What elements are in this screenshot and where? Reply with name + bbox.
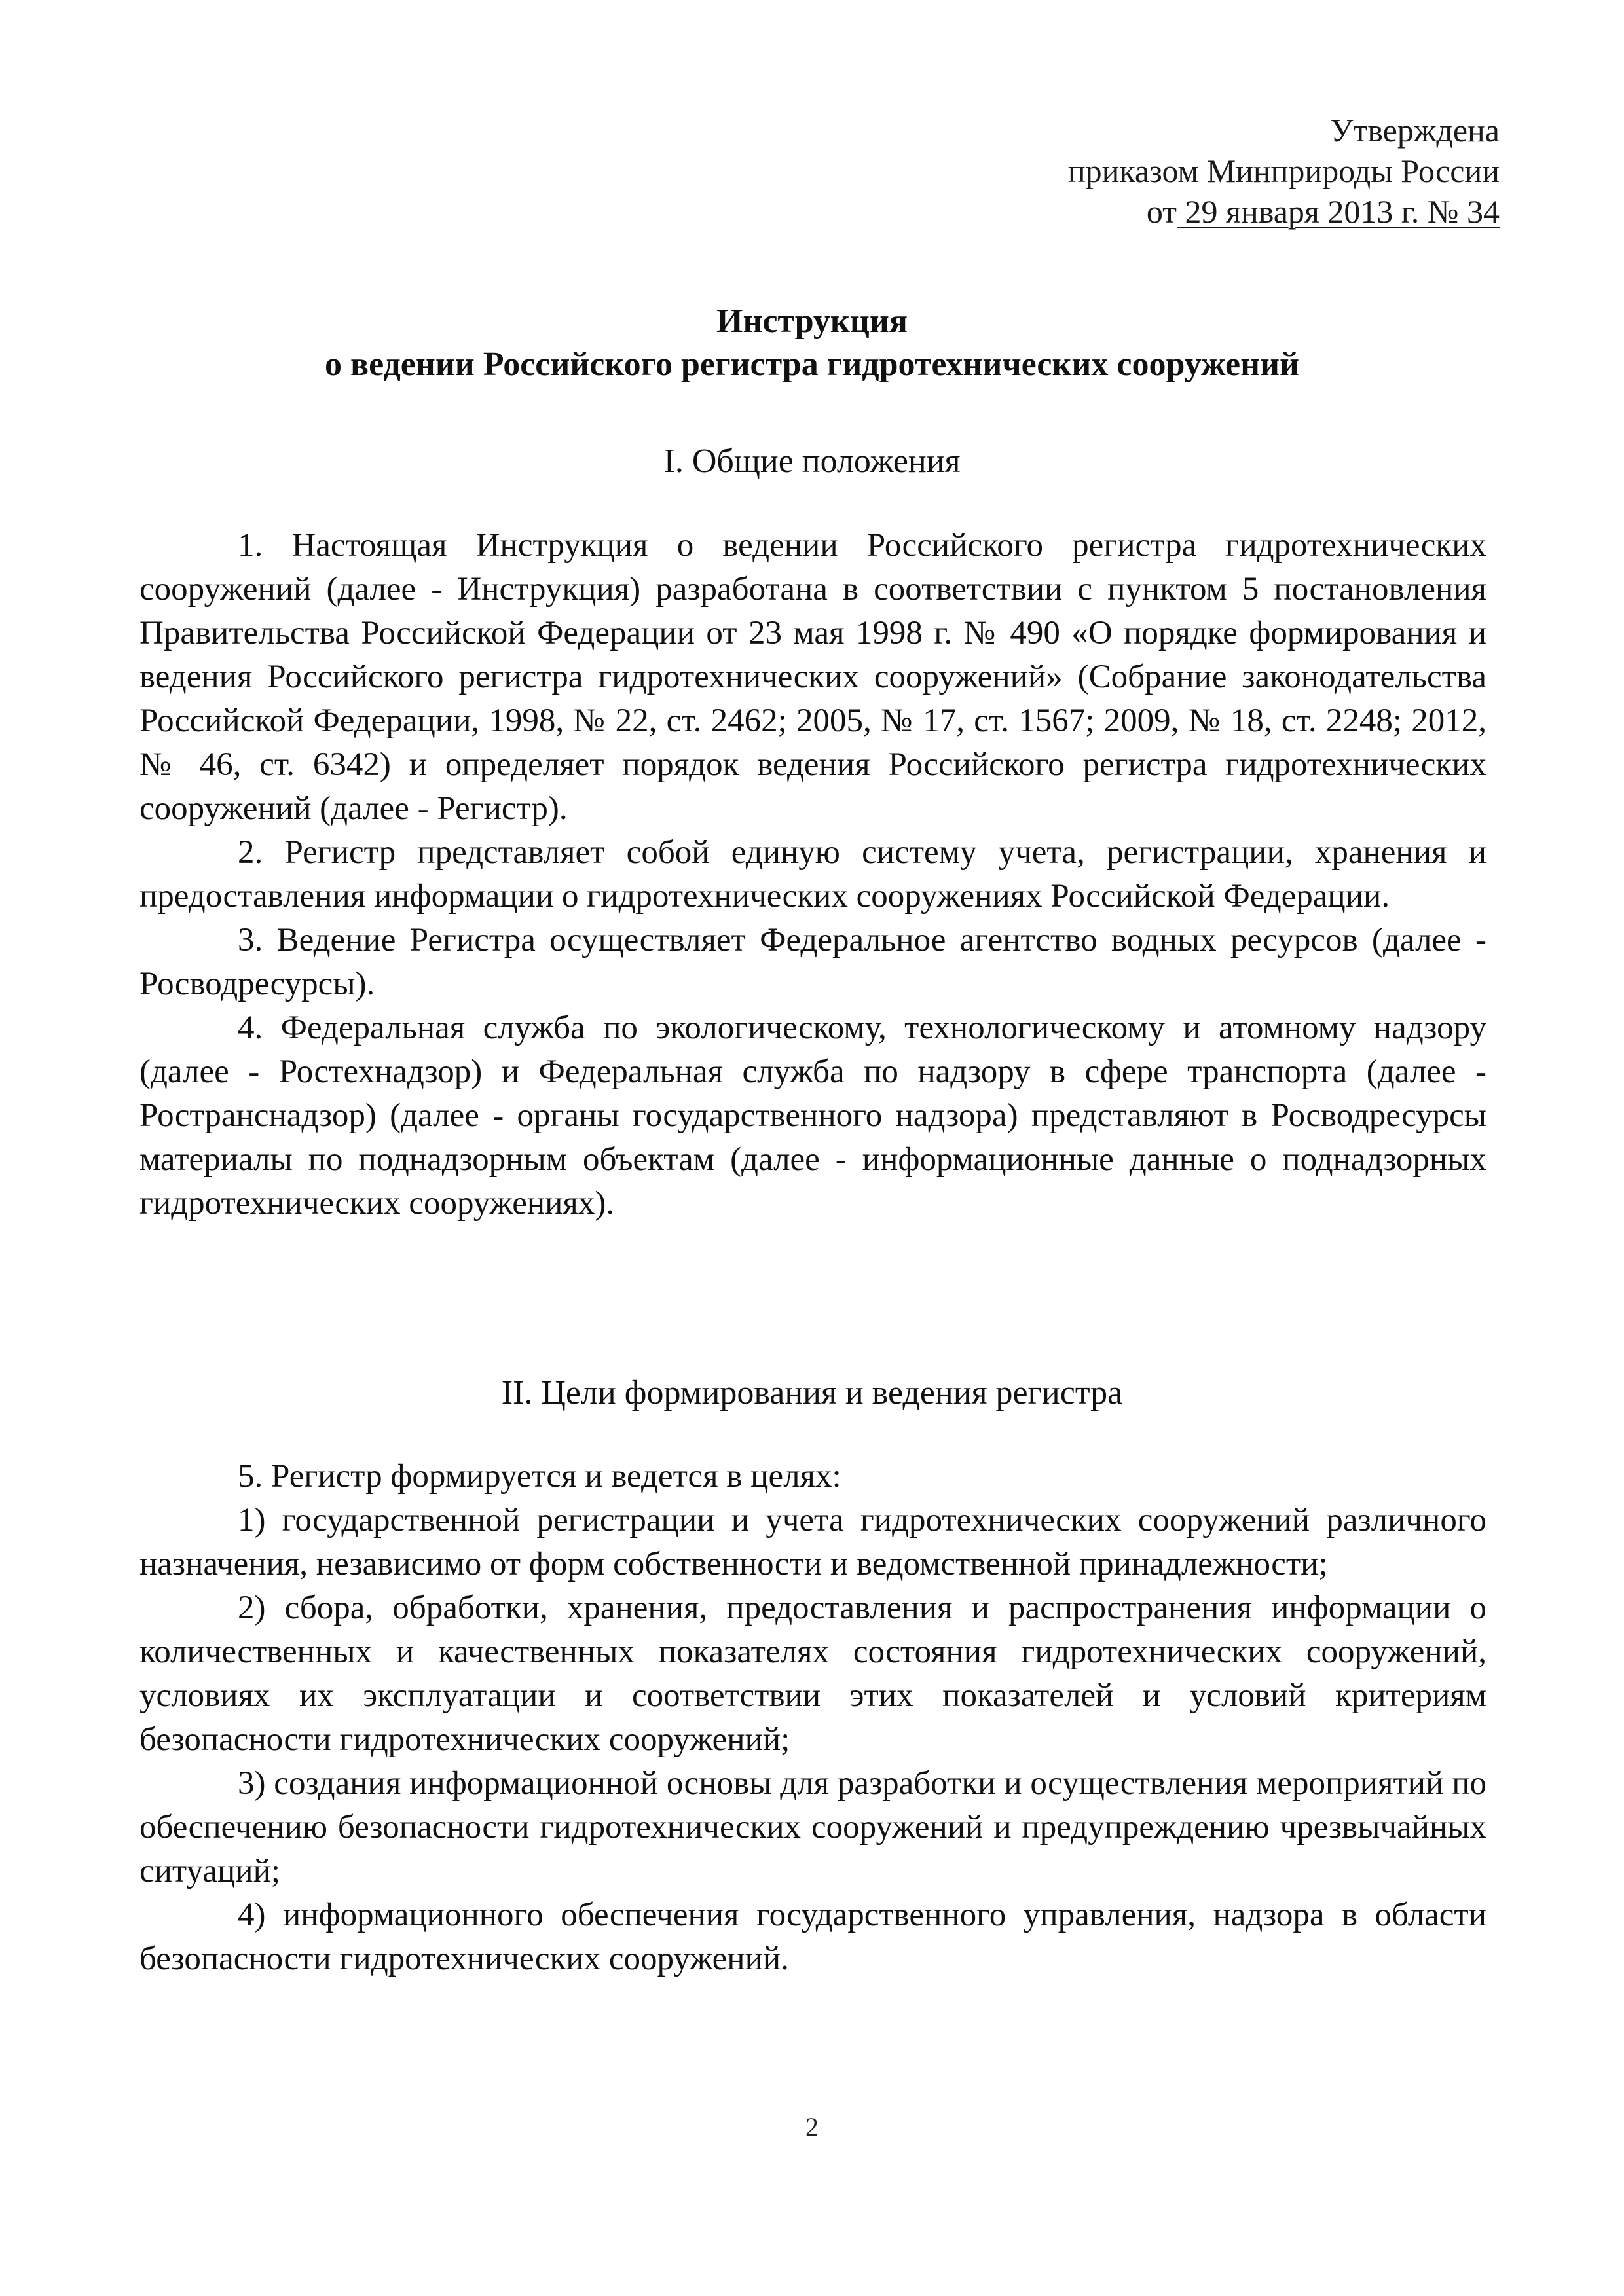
document-title-subtitle: о ведении Российского регистра гидротехнических сооружений	[325, 346, 1299, 383]
approval-line-order: приказом Минприроды России	[1067, 153, 1500, 189]
approval-line-approved: Утверждена	[1330, 112, 1500, 149]
paragraph-2: 2. Регистр представляет собой единую систему учета, регистрации, хранения и предоставления информации о гидротехнических сооружениях Российской Федерации.	[139, 834, 1486, 915]
approval-date-number: 29 января 2013 г. № 34	[1177, 193, 1500, 230]
document-title-main: Инструкция	[716, 302, 908, 340]
section-1-body	[139, 524, 1486, 1226]
section-2-body	[139, 1455, 1486, 1981]
list-item-2: 2) сбора, обработки, хранения, предоставления и распространения информации о количественных и качественных показателях состояния гидротехнических сооружений, условиях их эксплуатации и соответствии этих показателей и условий критериям безопасности гидротехнических сооружений;	[139, 1590, 1486, 1758]
page-number: 2	[805, 2112, 819, 2141]
paragraph-3: 3. Ведение Регистра осуществляет Федеральное агентство водных ресурсов (далее - Росводресурсы).	[139, 922, 1486, 1002]
paragraph-4: 4. Федеральная служба по экологическому, технологическому и атомному надзору (далее - Ростехнадзор) и Федеральная служба по надзору в сфере транспорта (далее - Ространснадзор) (далее - органы государственного надзора) представляют в Росводресурсы материалы по поднадзорным объектам (далее - информационные данные о поднадзорных гидротехнических сооружениях).	[139, 1010, 1486, 1222]
paragraph-1: 1. Настоящая Инструкция о ведении Российского регистра гидротехнических сооружений (далее - Инструкция) разработана в соответствии с пунктом 5 постановления Правительства Российской Федерации от 23 мая 1998 г. № 490 «О порядке формирования и ведения Российского регистра гидротехнических сооружений» (Собрание законодательства Российской Федерации, 1998, № 22, ст. 2462; 2005, № 17, ст. 1567; 2009, № 18, ст. 2248; 2012, № 46, ст. 6342) и определяет порядок ведения Российского регистра гидротехнических сооружений (далее - Регистр).	[139, 527, 1486, 827]
section-2-heading: II. Цели формирования и ведения регистра	[501, 1374, 1123, 1412]
list-item-4: 4) информационного обеспечения государственного управления, надзора в области безопасности гидротехнических сооружений.	[139, 1897, 1486, 1977]
approval-date-prefix: от	[1146, 193, 1177, 230]
document-title	[138, 300, 1486, 386]
paragraph-5: 5. Регистр формируется и ведется в целях:	[238, 1458, 841, 1495]
approval-line-date	[1068, 191, 1500, 232]
approval-stamp	[1068, 110, 1500, 232]
list-item-1: 1) государственной регистрации и учета гидротехнических сооружений различного назначения, независимо от форм собственности и ведомственной принадлежности;	[139, 1502, 1486, 1582]
section-1-heading: I. Общие положения	[663, 443, 961, 480]
list-item-3: 3) создания информационной основы для разработки и осуществления мероприятий по обеспечению безопасности гидротехнических сооружений и предупреждению чрезвычайных ситуаций;	[139, 1765, 1486, 1889]
